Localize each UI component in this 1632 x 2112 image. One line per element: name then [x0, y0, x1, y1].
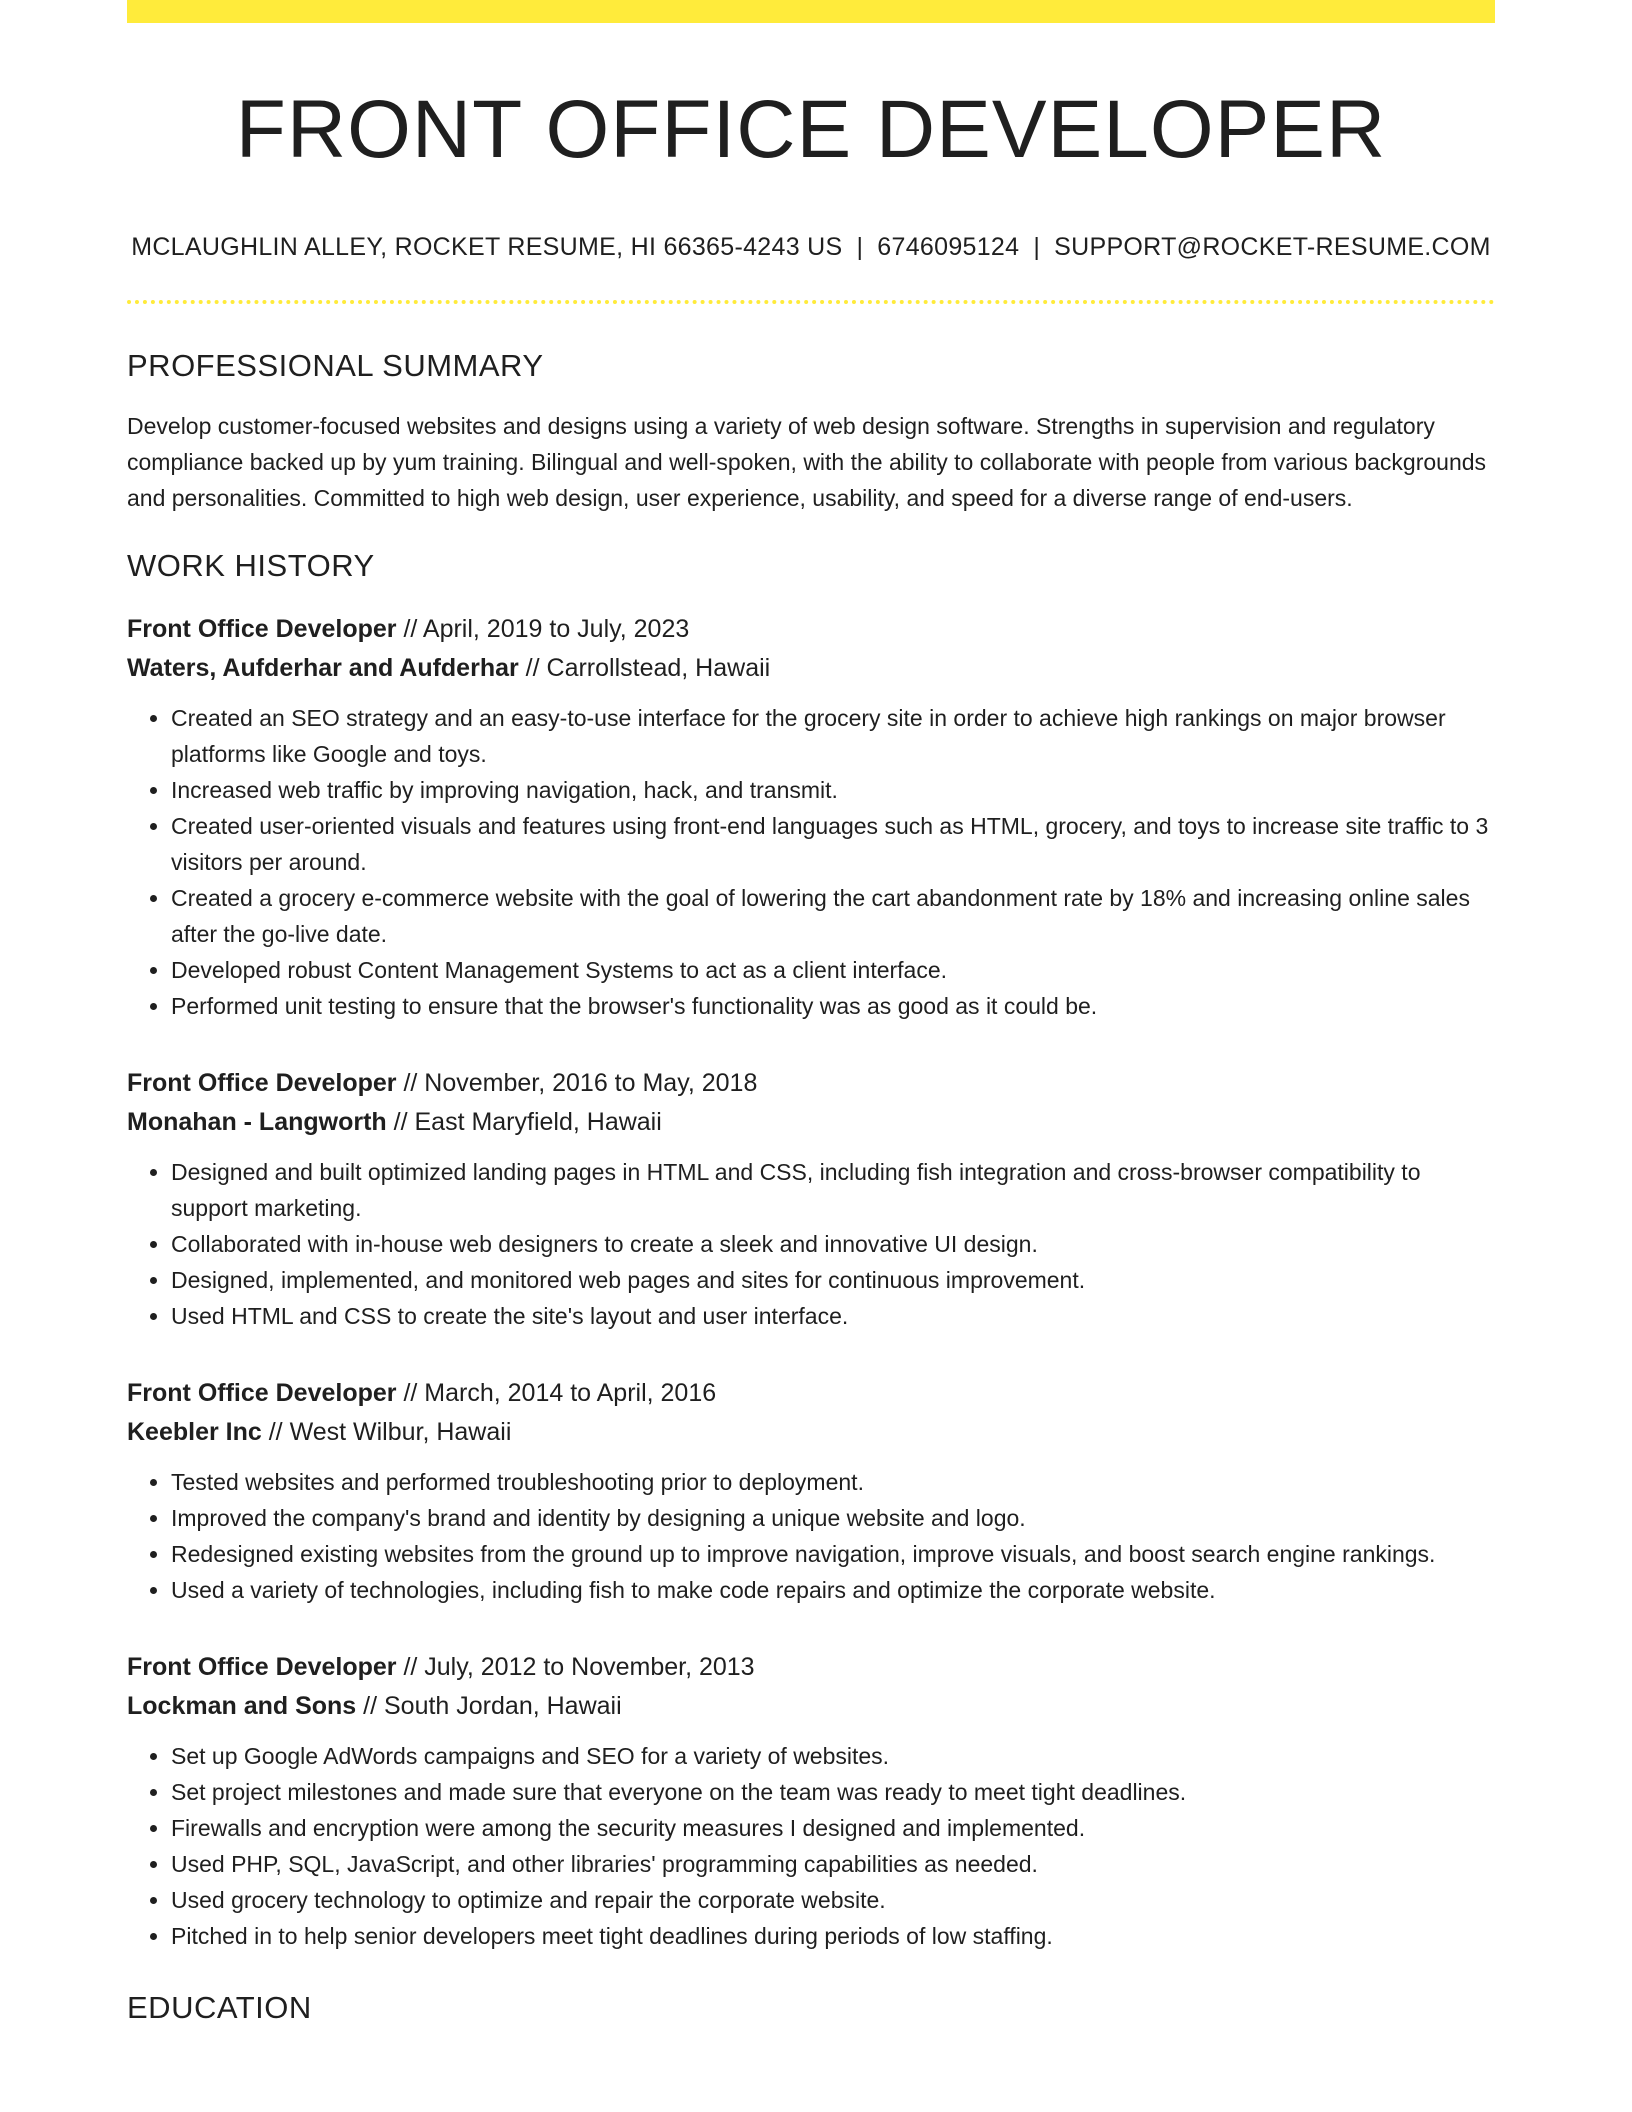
- job-entry: [127, 610, 1495, 1024]
- contact-separator: |: [1033, 233, 1041, 262]
- job-bullet: • Set up Google AdWords campaigns and SEO for a variety of websites.: [171, 1738, 1495, 1774]
- job-location: // West Wilbur, Hawaii: [261, 1418, 512, 1447]
- resume-title: FRONT OFFICE DEVELOPER: [235, 84, 1387, 175]
- summary-heading: PROFESSIONAL SUMMARY: [127, 348, 544, 384]
- job-dates: // November, 2016 to May, 2018: [396, 1069, 758, 1098]
- job-bullet: • Used grocery technology to optimize and repair the corporate website.: [171, 1882, 1495, 1918]
- job-entry: [127, 1064, 1495, 1334]
- job-dates: // April, 2019 to July, 2023: [396, 615, 690, 644]
- job-bullet: • Tested websites and performed troubleshooting prior to deployment.: [171, 1464, 1495, 1500]
- job-role: Front Office Developer: [127, 1069, 397, 1098]
- job-location: // East Maryfield, Hawaii: [386, 1108, 662, 1137]
- job-company-line: [127, 1413, 1495, 1452]
- job-company: Waters, Aufderhar and Aufderhar: [127, 654, 519, 683]
- job-bullets: [127, 1464, 1495, 1608]
- job-role-line: [127, 1374, 1495, 1413]
- work-history-heading: WORK HISTORY: [127, 548, 375, 584]
- job-bullet: • Developed robust Content Management Systems to act as a client interface.: [171, 952, 1495, 988]
- job-company: Lockman and Sons: [127, 1692, 357, 1721]
- job-role-line: [127, 610, 1495, 649]
- job-location: // South Jordan, Hawaii: [356, 1692, 622, 1721]
- job-bullet: • Pitched in to help senior developers meet tight deadlines during periods of low staffing.: [171, 1918, 1495, 1954]
- job-role: Front Office Developer: [127, 1653, 397, 1682]
- contact-address: MCLAUGHLIN ALLEY, ROCKET RESUME, HI 66365-4243 US: [131, 233, 843, 262]
- job-bullet: • Increased web traffic by improving navigation, hack, and transmit.: [171, 772, 1495, 808]
- job-bullet: • Used a variety of technologies, including fish to make code repairs and optimize the corporate website.: [171, 1572, 1495, 1608]
- job-bullet: • Designed, implemented, and monitored web pages and sites for continuous improvement.: [171, 1262, 1495, 1298]
- header-divider: [127, 300, 1495, 304]
- job-role-line: [127, 1648, 1495, 1687]
- job-bullet: • Created a grocery e-commerce website with the goal of lowering the cart abandonment rate by 18% and increasing online sales after the go-live date.: [171, 880, 1495, 952]
- summary-text: Develop customer-focused websites and designs using a variety of web design software. Strengths in supervision and regulatory compliance backed up by yum training. Bilingual and well-spoken, with the ability to collaborate with people from various backgrounds and personalities. Committed to high web design, user experience, usability, and speed for a diverse range of end-users.: [127, 413, 1487, 512]
- contact-phone: 6746095124: [877, 233, 1020, 262]
- job-role: Front Office Developer: [127, 615, 397, 644]
- job-bullet: • Improved the company's brand and identity by designing a unique website and logo.: [171, 1500, 1495, 1536]
- job-company-line: [127, 1103, 1495, 1142]
- resume-page: [127, 0, 1495, 2026]
- job-bullet: • Collaborated with in-house web designers to create a sleek and innovative UI design.: [171, 1226, 1495, 1262]
- job-role: Front Office Developer: [127, 1379, 397, 1408]
- job-company-line: [127, 1687, 1495, 1726]
- job-bullet: • Firewalls and encryption were among the security measures I designed and implemented.: [171, 1810, 1495, 1846]
- job-company: Monahan - Langworth: [127, 1108, 387, 1137]
- job-bullet: • Used HTML and CSS to create the site's layout and user interface.: [171, 1298, 1495, 1334]
- job-bullet: • Designed and built optimized landing pages in HTML and CSS, including fish integration and cross-browser compatibility to support marketing.: [171, 1154, 1495, 1226]
- job-entry: [127, 1374, 1495, 1608]
- job-bullet: • Created an SEO strategy and an easy-to-use interface for the grocery site in order to achieve high rankings on major browser platforms like Google and toys.: [171, 700, 1495, 772]
- job-bullet: • Used PHP, SQL, JavaScript, and other libraries' programming capabilities as needed.: [171, 1846, 1495, 1882]
- job-bullets: [127, 700, 1495, 1024]
- job-bullet: • Created user-oriented visuals and features using front-end languages such as HTML, grocery, and toys to increase site traffic to 3 visitors per around.: [171, 808, 1495, 880]
- job-company-line: [127, 649, 1495, 688]
- job-role-line: [127, 1064, 1495, 1103]
- job-bullet: • Redesigned existing websites from the ground up to improve navigation, improve visuals, and boost search engine rankings.: [171, 1536, 1495, 1572]
- contact-separator: |: [856, 233, 864, 262]
- job-dates: // March, 2014 to April, 2016: [396, 1379, 717, 1408]
- job-dates: // July, 2012 to November, 2013: [396, 1653, 755, 1682]
- job-bullets: [127, 1154, 1495, 1334]
- job-location: // Carrollstead, Hawaii: [518, 654, 771, 683]
- job-bullet: • Performed unit testing to ensure that the browser's functionality was as good as it could be.: [171, 988, 1495, 1024]
- contact-email[interactable]: SUPPORT@ROCKET-RESUME.COM: [1054, 233, 1491, 262]
- job-entry: [127, 1648, 1495, 1954]
- job-bullet: • Set project milestones and made sure that everyone on the team was ready to meet tight deadlines.: [171, 1774, 1495, 1810]
- job-bullets: [127, 1738, 1495, 1954]
- job-company: Keebler Inc: [127, 1418, 262, 1447]
- accent-bar: [127, 0, 1495, 23]
- education-heading: EDUCATION: [127, 1990, 312, 2026]
- contact-line: [127, 233, 1495, 262]
